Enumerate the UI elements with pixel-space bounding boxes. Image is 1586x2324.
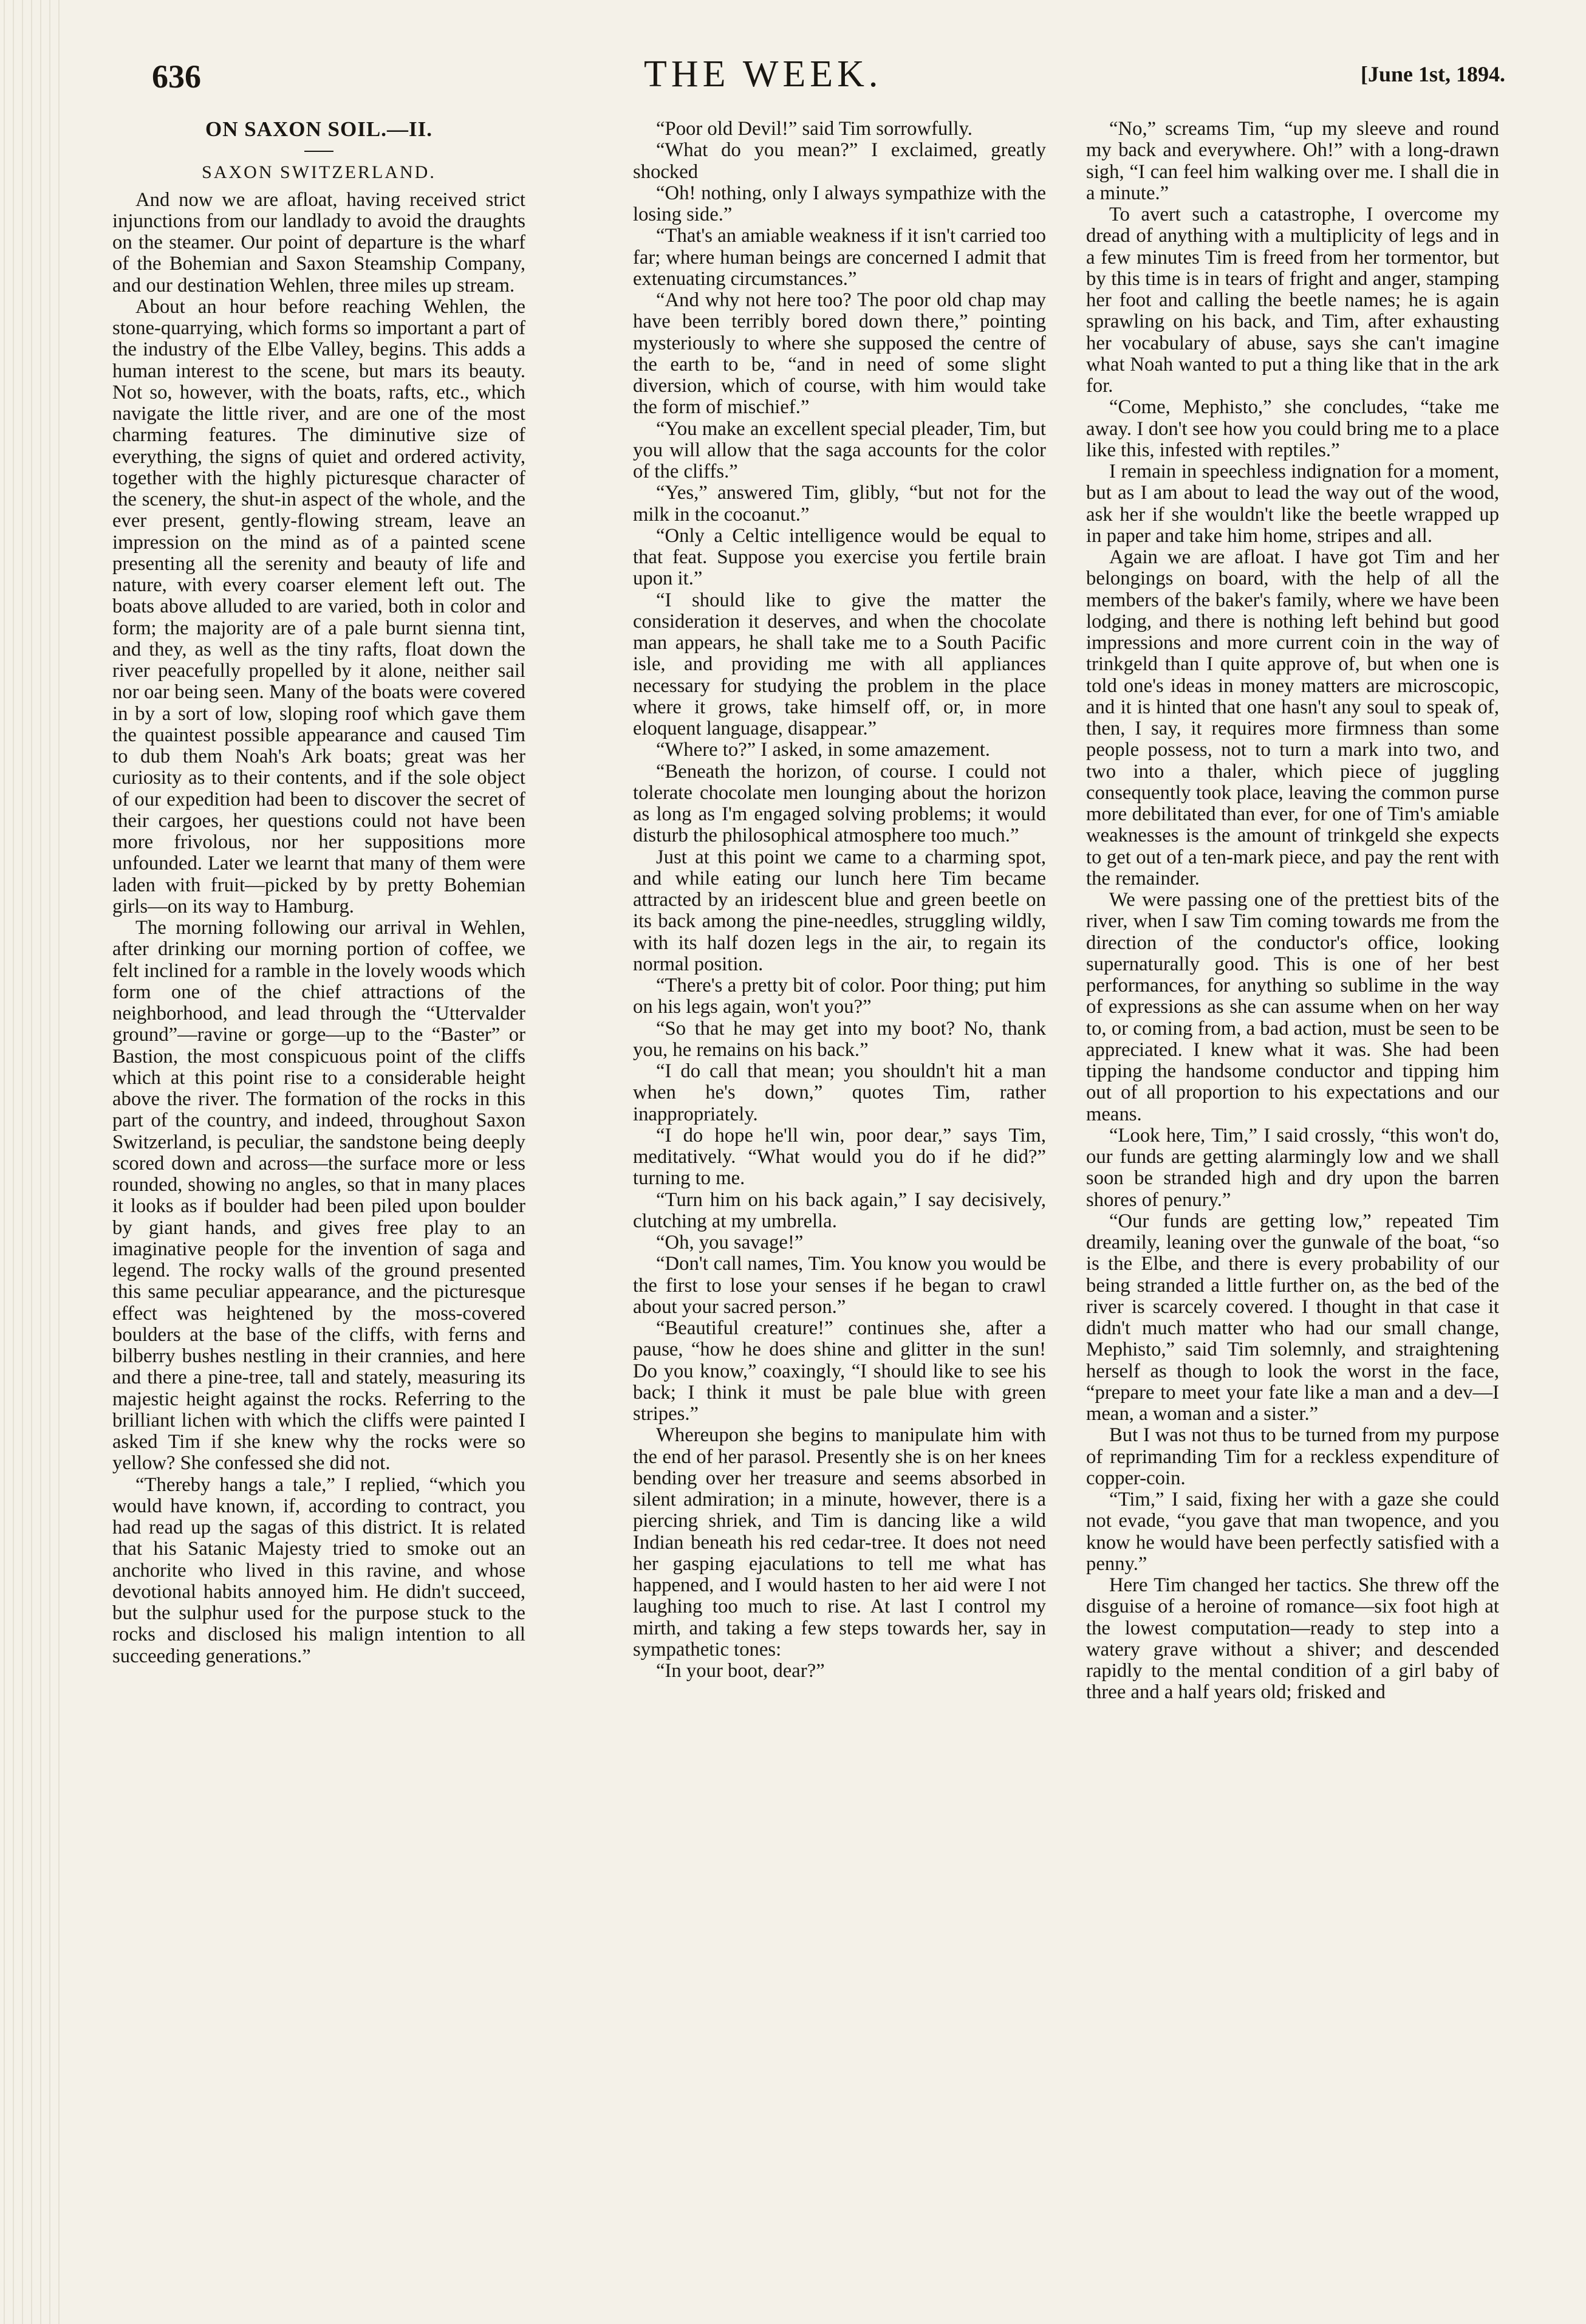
paragraph: “No,” screams Tim, “up my sleeve and round my back and everywhere. Oh!” with a long-drawn sigh, “I can feel him walking over me. I shall die in a minute.” <box>1086 118 1499 204</box>
paragraph: The morning following our arrival in Wehlen, after drinking our morning portion of coffee, we felt inclined for a ramble in the lovely woods which form one of the chief attractions of the neighborhood, and lead through the “Uttervalder ground”—ravine or gorge—up to the “Baster” or Bastion, the most conspicuous point of the cliffs which at this point rise to a considerable height above the river. The formation of the rocks in this part of the country, and indeed, throughout Saxon Switzerland, is peculiar, the sandstone being deeply scored down and across—the surface more or less rounded, showing no angles, so that in many places it looks as if boulder had been piled upon boulder by giant hands, and gives free play to an imaginative people for the invention of saga and legend. The rocky walls of the ground presented this same peculiar appearance, and the picturesque effect was heightened by the moss-covered boulders at the base of the cliffs, with ferns and bilberry bushes nestling in their crannies, and here and there a pine-tree, tall and stately, measuring its majestic height against the rocks. Referring to the brilliant lichen with which the cliffs were painted I asked Tim if she knew why the rocks were so yellow? She confessed she did not. <box>112 917 525 1475</box>
paragraph: “Beneath the horizon, of course. I could not tolerate chocolate men lounging about the horizon as long as I'm engaged solving problems; it would disturb the philosophical atmosphere too much.” <box>633 760 1046 847</box>
page-number: 636 <box>152 58 201 95</box>
paragraph: “Our funds are getting low,” repeated Tim dreamily, leaning over the gunwale of the boat, “so is the Elbe, and there is every probability of our being stranded a little further on, as the bed of the river is scarcely covered. I thought in that case it didn't much matter who had our small change, Mephisto,” said Tim solemnly, and straightening herself as though to look the worst in the face, “prepare to meet your fate like a man and a dev—I mean, a woman and a sister.” <box>1086 1210 1499 1425</box>
paragraph: About an hour before reaching Wehlen, the stone-quarrying, which forms so important a part of the industry of the Elbe Valley, begins. This adds a human interest to the scene, but mars its beauty. Not so, however, with the boats, rafts, etc., which navigate the little river, and are one of the most charming features. The diminutive size of everything, the signs of quiet and ordered activity, together with the highly picturesque character of the scenery, the shut-in aspect of the whole, and the ever present, gently-flowing stream, leave an impression on the mind as of a painted scene presenting all the serenity and beauty of life and nature, with every coarser element left out. The boats above alluded to are varied, both in color and form; the majority are of a pale burnt sienna tint, and they, as well as the tiny rafts, float down the river peacefully propelled by it alone, neither sail nor oar being seen. Many of the boats were covered in by a sort of low, sloping roof which gave them the quaintest possible appearance and caused Tim to dub them Noah's Ark boats; great was her curiosity as to their contents, and if the sole object of our expedition had been to discover the secret of their cargoes, her questions could not have been more frivolous, nor her suppositions more unfounded. Later we learnt that many of them were laden with fruit—picked by by pretty Bohemian girls—on its way to Hamburg. <box>112 295 525 917</box>
paragraph: I remain in speechless indignation for a moment, but as I am about to lead the way out of the wood, ask her if she wouldn't like the beetle wrapped up in paper and take him home, stripes and all. <box>1086 461 1499 547</box>
paragraph: “Only a Celtic intelligence would be equal to that feat. Suppose you exercise you fertile brain upon it.” <box>633 524 1046 590</box>
paragraph: But I was not thus to be turned from my purpose of reprimanding Tim for a reckless expenditure of copper-coin. <box>1086 1424 1499 1489</box>
paragraph: We were passing one of the prettiest bits of the river, when I saw Tim coming towards me from the direction of the conductor's office, looking supernaturally good. This is one of her best performances, for anything so sublime in the way of expressions as she can assume when on her way to, or coming from, a bad action, must be seen to be appreciated. I knew what it was. She had been tipping the handsome conductor and tipping him out of all proportion to his expectations and our means. <box>1086 889 1499 1125</box>
article-title: ON SAXON SOIL.—II. <box>205 117 432 141</box>
binding-edge <box>0 0 61 2324</box>
issue-date: [June 1st, 1894. <box>1361 62 1506 86</box>
paragraph: “Tim,” I said, fixing her with a gaze she could not evade, “you gave that man twopence, and you know he would have been perfectly satisfied with a penny.” <box>1086 1489 1499 1575</box>
paragraph: “Turn him on his back again,” I say decisively, clutching at my umbrella. <box>633 1188 1046 1232</box>
paragraph: “That's an amiable weakness if it isn't carried too far; where human beings are concerned I admit that extenuating circumstances.” <box>633 225 1046 290</box>
journal-title: THE WEEK. <box>644 53 883 95</box>
paragraph: “There's a pretty bit of color. Poor thing; put him on his legs again, won't you?” <box>633 975 1046 1018</box>
paragraph: “And why not here too? The poor old chap may have been terribly bored down there,” pointing mysteriously to where she supposed the centre of the earth to be, “and in need of some slight diversion, which of course, with him would take the form of mischief.” <box>633 289 1046 419</box>
paragraph: “Thereby hangs a tale,” I replied, “which you would have known, if, according to contract, you had read up the sagas of this district. It is related that his Satanic Majesty tried to smoke out an anchorite who lived in this ravine, and whose devotional habits annoyed him. He didn't succeed, but the sulphur used for the purpose stuck to the rocks and disclosed his malign intention to all succeeding generations.” <box>112 1473 525 1667</box>
text-column-3 <box>1086 118 1499 1704</box>
paragraph: “Beautiful creature!” continues she, after a pause, “how he does shine and glitter in the sun! Do you know,” coaxingly, “I should like to see his back; I think it must be pale blue with green stripes.” <box>633 1317 1046 1425</box>
paragraph: And now we are afloat, having received strict injunctions from our landlady to avoid the draughts on the steamer. Our point of departure is the wharf of the Bohemian and Saxon Steamship Company, and our destination Wehlen, three miles up stream. <box>112 188 525 296</box>
title-rule <box>304 151 333 152</box>
paragraph: Again we are afloat. I have got Tim and her belongings on board, with the help of all the members of the baker's family, where we have been lodging, and there is nothing left behind but good impressions and more current coin in the way of trinkgeld than I quite approve of, but when one is told one's ideas in money matters are microscopic, and it is hinted that one hasn't any soul to speak of, then, I say, it requires more firmness than some people possess, not to turn a mark into two, and two into a thaler, which piece of juggling consequently took place, leaving the common purse more debilitated than ever, for one of Tim's amiable weaknesses is the amount of trinkgeld she expects to get out of a ten-mark piece, and pay the rent with the remainder. <box>1086 546 1499 889</box>
paragraph: Just at this point we came to a charming spot, and while eating our lunch here Tim became attracted by an iridescent blue and green beetle on its back among the pine-needles, struggling wildly, with its half dozen legs in the air, to regain its normal position. <box>633 846 1046 975</box>
paragraph: “I should like to give the matter the consideration it deserves, and when the chocolate man appears, he shall take me to a South Pacific isle, and providing me with all appliances necessary for studying the problem in the place where it grows, take himself off, or, in more eloquent language, disappear.” <box>633 589 1046 739</box>
page-header <box>0 53 1586 106</box>
paragraph: To avert such a catastrophe, I overcome my dread of anything with a multiplicity of legs and in a few minutes Tim is freed from her tormentor, but by this time is in tears of fright and anger, stamping her foot and calling the beetle names; he is again sprawling on his back, and Tim, after exhausting her vocabulary of abuse, says she can't imagine what Noah wanted to put a thing like that in the ark for. <box>1086 204 1499 397</box>
paragraph: Whereupon she begins to manipulate him with the end of her parasol. Presently she is on her knees bending over her treasure and seems absorbed in silent admiration; in a minute, however, there is a piercing shriek, and Tim is dancing like a wild Indian beneath his red cedar-tree. It does not need her gasping ejaculations to tell me what has happened, and I would hasten to her aid were I not laughing too much to rise. At last I control my mirth, and taking a few steps towards her, say in sympathetic tones: <box>633 1424 1046 1661</box>
paragraph: “You make an excellent special pleader, Tim, but you will allow that the saga accounts for the color of the cliffs.” <box>633 417 1046 482</box>
paragraph: “Yes,” answered Tim, glibly, “but not for the milk in the cocoanut.” <box>633 482 1046 526</box>
paragraph: “What do you mean?” I exclaimed, greatly shocked <box>633 139 1046 183</box>
paragraph: “So that he may get into my boot? No, thank you, he remains on his back.” <box>633 1017 1046 1061</box>
paragraph: “Where to?” I asked, in some amazement. <box>656 739 990 761</box>
paragraph: “I do hope he'll win, poor dear,” says Tim, meditatively. “What would you do if he did?” turning to me. <box>633 1124 1046 1190</box>
paragraph: “Look here, Tim,” I said crossly, “this won't do, our funds are getting alarmingly low and we shall soon be stranded high and dry upon the barren shores of penury.” <box>1086 1124 1499 1211</box>
paragraph: Here Tim changed her tactics. She threw off the disguise of a heroine of romance—six foot high at the lowest computation—ready to step into a watery grave without a shiver; and descended rapidly to the mental condition of a girl baby of three and a half years old; frisked and <box>1086 1574 1499 1704</box>
paragraph: “Oh, you savage!” <box>656 1232 804 1253</box>
paragraph: “Poor old Devil!” said Tim sorrowfully. <box>656 118 972 140</box>
article-subtitle: SAXON SWITZERLAND. <box>202 162 436 183</box>
text-column-2 <box>633 118 1046 1682</box>
paragraph: “I do call that mean; you shouldn't hit a man when he's down,” quotes Tim, rather inappropriately. <box>633 1060 1046 1125</box>
paragraph: “Come, Mephisto,” she concludes, “take me away. I don't see how you could bring me to a place like this, infested with reptiles.” <box>1086 396 1499 461</box>
text-column-1 <box>112 118 525 1667</box>
paragraph: “Oh! nothing, only I always sympathize with the losing side.” <box>633 182 1046 225</box>
paragraph: “In your boot, dear?” <box>656 1660 825 1682</box>
paragraph: “Don't call names, Tim. You know you would be the first to lose your senses if he began to crawl about your sacred person.” <box>633 1253 1046 1318</box>
